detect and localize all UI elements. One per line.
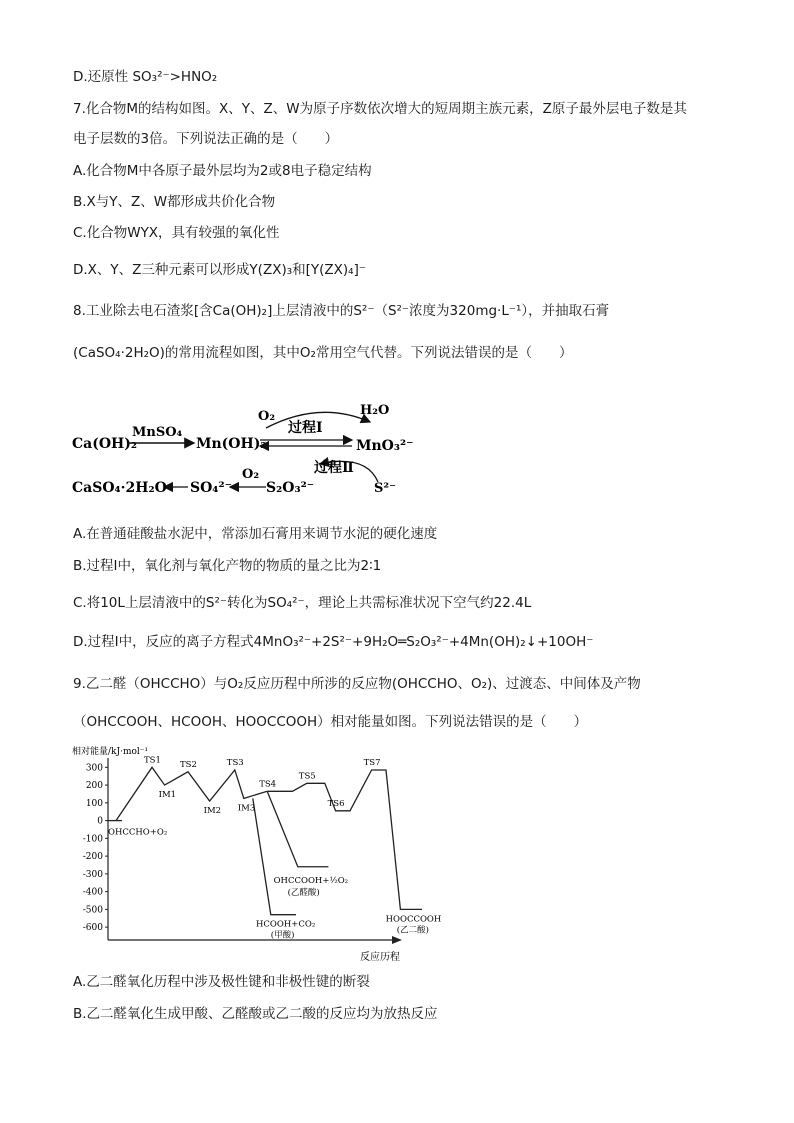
flow-s2o3: S₂O₃²⁻ [266, 480, 315, 496]
y-tick-label: -300 [82, 869, 103, 880]
product-sublabel: (甲酸) [270, 930, 295, 941]
q8-flow-diagram [70, 392, 414, 508]
q9-option-a: A.乙二醛氧化历程中涉及极性键和非极性键的断裂 [73, 974, 370, 990]
y-tick-label: -200 [82, 852, 103, 863]
energy-path-glyoxylic [267, 791, 328, 866]
q7-option-b: B.X与Y、Z、W都形成共价化合物 [73, 194, 276, 210]
level-label: IM3 [237, 803, 256, 814]
level-label: TS6 [327, 798, 345, 809]
y-tick-label: -500 [82, 905, 103, 916]
flow-s2: S²⁻ [374, 481, 396, 496]
flow-ca-oh2: Ca(OH)₂ [72, 436, 138, 452]
product-label: HOOCCOOH [385, 914, 442, 925]
y-tick-label: -600 [82, 923, 103, 934]
q9-option-b: B.乙二醛氧化生成甲酸、乙醛酸或乙二酸的反应均为放热反应 [73, 1006, 438, 1022]
chart-ylabel: 相对能量/kJ·mol⁻¹ [72, 747, 149, 757]
energy-diagram-svg [70, 740, 442, 965]
flow-mn-oh2: Mn(OH)₂ [196, 436, 267, 452]
chart-xlabel: 反应历程 [360, 952, 400, 963]
product-label: OHCCOOH+½O₂ [273, 875, 349, 886]
q8-option-d: D.过程Ⅰ中，反应的离子方程式4MnO₃²⁻+2S²⁻+9H₂O═S₂O₃²⁻+4Mn(OH)₂↓+10OH⁻ [73, 634, 594, 650]
level-label: TS3 [226, 757, 244, 768]
level-label: TS4 [259, 779, 277, 790]
q9-stem-line1: 9.乙二醛（OHCCHO）与O₂反应历程中所涉的反应物(OHCCHO、O₂)、过渡态、中间体及产物 [73, 676, 641, 692]
flow-so4: SO₄²⁻ [190, 480, 232, 496]
y-tick-label: -100 [82, 834, 103, 845]
flow-h2o: H₂O [360, 403, 390, 418]
q8-stem-line1: 8.工业除去电石渣浆[含Ca(OH)₂]上层清液中的S²⁻（S²⁻浓度为320mg·L⁻¹），并抽取石膏 [73, 303, 610, 319]
y-tick-label: 0 [97, 816, 103, 827]
y-tick-label: 100 [85, 798, 103, 809]
level-label: TS1 [144, 755, 161, 766]
flow-o2-top: O₂ [258, 409, 276, 424]
q7-stem-line1: 7.化合物M的结构如图。X、Y、Z、W为原子序数依次增大的短周期主族元素，Z原子最外层电子数是其 [73, 101, 687, 117]
level-label: IM1 [158, 790, 177, 801]
q8-option-a: A.在普通硅酸盐水泥中，常添加石膏用来调节水泥的硬化速度 [73, 526, 438, 542]
flow-gypsum: CaSO₄·2H₂O [72, 480, 167, 496]
q8-option-b: B.过程Ⅰ中，氧化剂与氧化产物的物质的量之比为2∶1 [73, 558, 382, 574]
flow-o2-bottom: O₂ [242, 467, 260, 482]
level-label: TS7 [363, 757, 381, 768]
flow-process1: 过程Ⅰ [288, 420, 323, 436]
q7-stem-line2: 电子层数的3倍。下列说法正确的是（ ） [73, 131, 339, 147]
flow-process2: 过程Ⅱ [314, 460, 354, 476]
level-label: TS5 [298, 771, 316, 782]
q9-stem-line2: （OHCCOOH、HCOOH、HOOCCOOH）相对能量如图。下列说法错误的是（ ） [73, 714, 588, 730]
flow-mnso4: MnSO₄ [132, 425, 183, 440]
level-label: IM2 [203, 806, 222, 817]
y-tick-label: -400 [82, 887, 103, 898]
y-tick-label: 200 [85, 781, 103, 792]
product-sublabel: (乙二酸) [396, 925, 429, 936]
y-tick-label: 300 [85, 763, 103, 774]
x-axis-arrow [392, 936, 402, 944]
product-label: HCOOH+CO₂ [256, 919, 316, 930]
level-label: TS2 [180, 759, 197, 770]
flow-svg [70, 392, 414, 504]
flow-mno3: MnO₃²⁻ [356, 438, 414, 454]
q7-option-d: D.X、Y、Z三种元素可以形成Y(ZX)₃和[Y(ZX)₄]⁻ [73, 262, 366, 278]
q8-option-c: C.将10L上层清液中的S²⁻转化为SO₄²⁻，理论上共需标准状况下空气约22.4L [73, 595, 532, 611]
q8-stem-line2: (CaSO₄·2H₂O)的常用流程如图，其中O₂常用空气代替。下列说法错误的是（ ） [73, 345, 573, 361]
level-label: OHCCHO+O₂ [108, 827, 168, 838]
q7-option-a: A.化合物M中各原子最外层均为2或8电子稳定结构 [73, 163, 372, 179]
q7-option-c: C.化合物WYX，具有较强的氧化性 [73, 225, 280, 241]
q9-energy-chart [70, 740, 442, 969]
q6-option-d: D.还原性 SO₃²⁻>HNO₂ [73, 69, 218, 85]
product-sublabel: (乙醛酸) [287, 887, 320, 898]
